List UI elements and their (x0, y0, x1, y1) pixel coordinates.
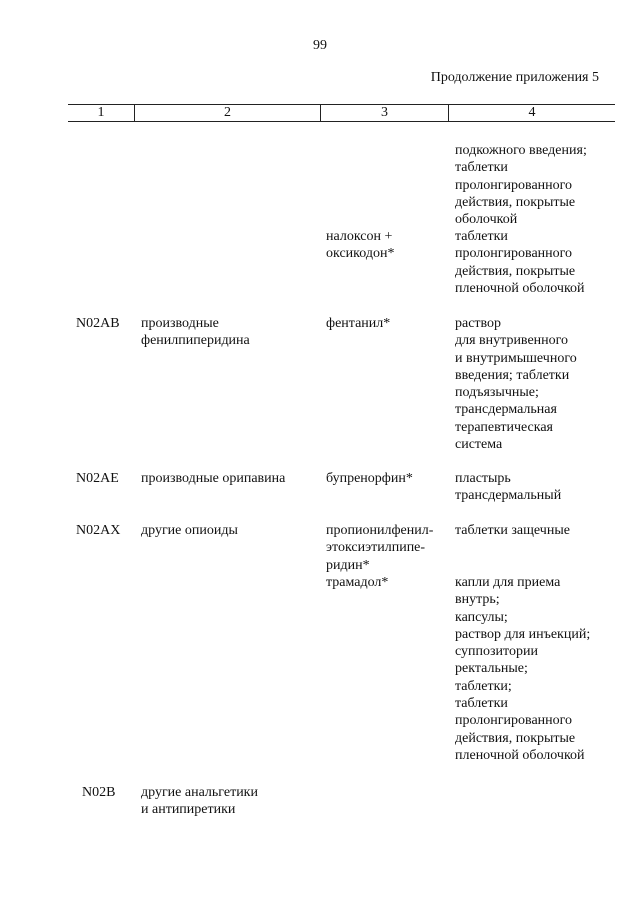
dosage-form-cell: пластырь трансдермальный (455, 471, 562, 504)
drug-name-cell: бупренорфин* (326, 471, 413, 486)
atc-code-cell: N02AX (76, 523, 121, 538)
column-header-1: 1 (97, 105, 105, 120)
drug-name-cell: пропионилфенил- этоксиэтилпипе- ридин* (326, 523, 434, 573)
group-name-cell: производные орипавина (141, 471, 286, 486)
column-header-4: 4 (528, 105, 536, 120)
drug-name-cell: трамадол* (326, 575, 389, 590)
drug-name-cell: фентанил* (326, 316, 391, 331)
dosage-form-cell: таблетки защечные (455, 523, 570, 538)
atc-code-cell: N02B (82, 785, 116, 800)
dosage-form-cell: раствор для внутривенного и внутримышечного введения; таблетки подъязычные; трансдермальная терапевтическая система (455, 316, 577, 453)
atc-code-cell: N02AB (76, 316, 120, 331)
drug-name-cell: налоксон + оксикодон* (326, 229, 395, 262)
column-header-2: 2 (224, 105, 231, 120)
group-name-cell: производные фенилпиперидина (141, 316, 250, 349)
continuation-title: Продолжение приложения 5 (430, 70, 599, 85)
page-number: 99 (313, 38, 327, 53)
column-header-3: 3 (381, 105, 388, 120)
atc-code-cell: N02AE (76, 471, 119, 486)
dosage-form-cell: капли для приема внутрь; капсулы; раствор для инъекций; суппозитории ректальные; таблетки; таблетки пролонгированного действия, покрытые пленочной оболочкой (455, 575, 591, 763)
header-rule-bottom (68, 121, 615, 122)
dosage-form-cell: таблетки пролонгированного действия, покрытые пленочной оболочкой (455, 229, 585, 296)
group-name-cell: другие анальгетики и антипиретики (141, 785, 258, 818)
group-name-cell: другие опиоиды (141, 523, 238, 538)
dosage-form-cell: подкожного введения; таблетки пролонгированного действия, покрытые оболочкой (455, 143, 587, 228)
